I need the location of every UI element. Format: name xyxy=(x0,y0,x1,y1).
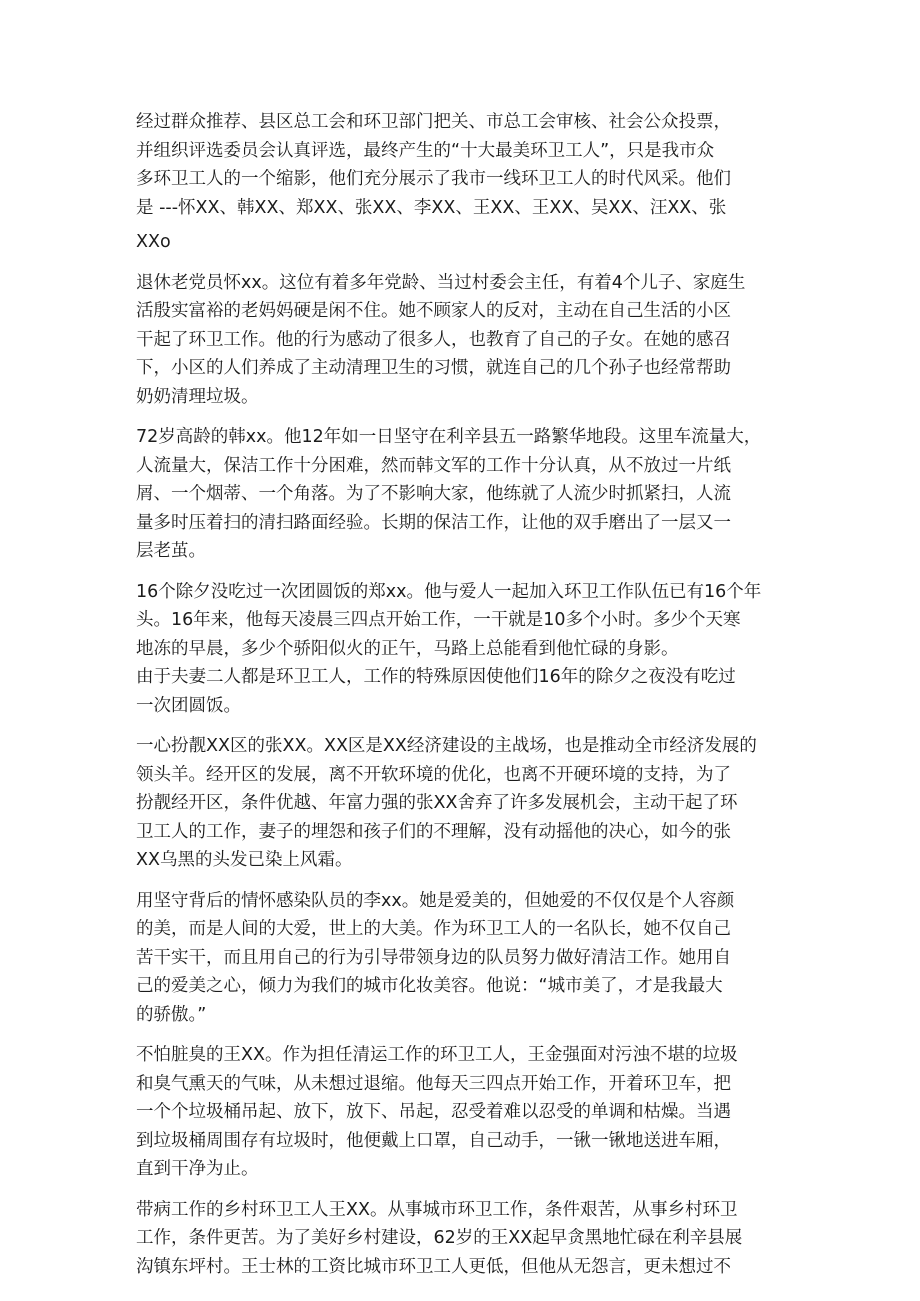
paragraph-zheng xyxy=(136,578,776,721)
text-line: 并组织评选委员会认真评选，最终产生的“十大最美环卫工人”，只是我市众 xyxy=(136,140,715,161)
text-line: 扮靓经开区，条件优越、年富力强的张XX舍弃了许多发展机会，主动干起了环 xyxy=(136,793,738,813)
text-line: 由于夫妻二人都是环卫工人，工作的特殊原因使他们16年的除夕之夜没有吃过 xyxy=(136,667,736,687)
paragraph-wang1 xyxy=(136,1041,776,1184)
text-line: 人流量大，保洁工作十分困难，然而韩文军的工作十分认真，从不放过一片纸 xyxy=(136,455,731,476)
paragraph-huai xyxy=(136,269,776,412)
text-line: 活殷实富裕的老妈妈硬是闲不住。她不顾家人的反对，主动在自己生活的小区 xyxy=(136,301,731,321)
text-line: 屑、一个烟蒂、一个角落。为了不影响大家，他练就了人流少时抓紧扫，人流 xyxy=(136,484,731,504)
paragraph-intro xyxy=(136,108,776,222)
text-line: 下，小区的人们养成了主动清理卫生的习惯，就连自己的几个孙子也经常帮助 xyxy=(136,358,731,378)
text-line: 一次团圆饭。 xyxy=(136,695,241,716)
text-line: 16个除夕没吃过一次团圆饭的郑xx。他与爱人一起加入环卫工作队伍已有16个年 xyxy=(136,581,762,602)
spacer xyxy=(136,1029,776,1041)
text-line: 干起了环卫工作。他的行为感动了很多人，也教育了自己的子女。在她的感召 xyxy=(136,329,731,350)
text-line: 层老茧。 xyxy=(136,541,206,561)
text-line: 是 ---怀XX、韩XX、郑XX、张XX、李XX、王XX、王XX、吴XX、汪XX、张 xyxy=(136,197,727,218)
text-line: 己的爱美之心，倾力为我们的城市化妆美容。他说：“城市美了，才是我最大 xyxy=(136,976,723,996)
text-line: 的美，而是人间的大爱，世上的大美。作为环卫工人的一名队长，她不仅自己 xyxy=(136,919,731,939)
text-line: XXo xyxy=(136,232,171,252)
text-line: 72岁高龄的韩xx。他12年如一日坚守在利辛县五一路繁华地段。这里车流量大， xyxy=(136,427,762,447)
text-line: 苦干实干，而且用自己的行为引导带领身边的队员努力做好清洁工作。她用自 xyxy=(136,947,731,968)
paragraph-wang2 xyxy=(136,1196,776,1282)
text-line: 不怕脏臭的王XX。作为担任清运工作的环卫工人，王金强面对污浊不堪的垃圾 xyxy=(136,1045,738,1065)
paragraph-li xyxy=(136,887,776,1030)
text-line: 和臭气熏天的气味，从未想过退缩。他每天三四点开始工作，开着环卫车，把 xyxy=(136,1073,731,1094)
spacer xyxy=(136,257,776,269)
spacer xyxy=(136,875,776,887)
text-line: 奶奶清理垃圾。 xyxy=(136,386,259,407)
spacer xyxy=(136,1184,776,1196)
spacer xyxy=(136,566,776,578)
spacer xyxy=(136,411,776,423)
document-page xyxy=(136,108,776,1281)
text-line: 经过群众推荐、县区总工会和环卫部门把关、市总工会审核、社会公众投票， xyxy=(136,112,731,132)
text-line: 一心扮靓XX区的张XX。XX区是XX经济建设的主战场，也是推动全市经济发展的 xyxy=(136,736,757,756)
text-line: 直到干净为止。 xyxy=(136,1159,259,1179)
text-line: 卫工人的工作，妻子的埋怨和孩子们的不理解，没有动摇他的决心，如今的张 xyxy=(136,821,731,842)
text-line: 工作，条件更苦。为了美好乡村建设，62岁的王XX起早贪黑地忙碌在利辛县展 xyxy=(136,1228,743,1248)
text-line: 带病工作的乡村环卫工人王XX。从事城市环卫工作，条件艰苦，从事乡村环卫 xyxy=(136,1199,738,1220)
text-line: 多环卫工人的一个缩影，他们充分展示了我市一线环卫工人的时代风采。他们 xyxy=(136,169,731,189)
text-line: 退休老党员怀xx。这位有着多年党龄、当过村委会主任，有着4个儿子、家庭生 xyxy=(136,272,746,293)
text-line: XX乌黑的头发已染上风霜。 xyxy=(136,850,353,870)
text-line: 头。16年来，他每天凌晨三四点开始工作，一干就是10多个小时。多少个天寒 xyxy=(136,610,741,630)
spacer xyxy=(136,720,776,732)
paragraph-han xyxy=(136,423,776,566)
text-line: 到垃圾桶周围存有垃圾时，他便戴上口罩，自己动手，一锹一锹地送进车厢， xyxy=(136,1130,731,1151)
text-line: 量多时压着扫的清扫路面经验。长期的保洁工作，让他的双手磨出了一层又一 xyxy=(136,512,731,533)
text-line: 的骄傲。” xyxy=(136,1004,207,1025)
paragraph-zhang xyxy=(136,732,776,875)
text-line: 地冻的早晨，多少个骄阳似火的正午，马路上总能看到他忙碌的身影。 xyxy=(136,638,679,659)
text-line: 用坚守背后的情怀感染队员的李xx。她是爱美的，但她爱的不仅仅是个人容颜 xyxy=(136,890,735,911)
text-line: 一个个垃圾桶吊起、放下，放下、吊起，忍受着难以忍受的单调和枯燥。当遇 xyxy=(136,1102,731,1122)
text-line: 领头羊。经开区的发展，离不开软环境的优化，也离不开硬环境的支持，为了 xyxy=(136,764,731,785)
text-line: 沟镇东坪村。王士林的工资比城市环卫工人更低，但他从无怨言，更未想过不 xyxy=(136,1256,731,1277)
paragraph-intro-end xyxy=(136,228,776,257)
